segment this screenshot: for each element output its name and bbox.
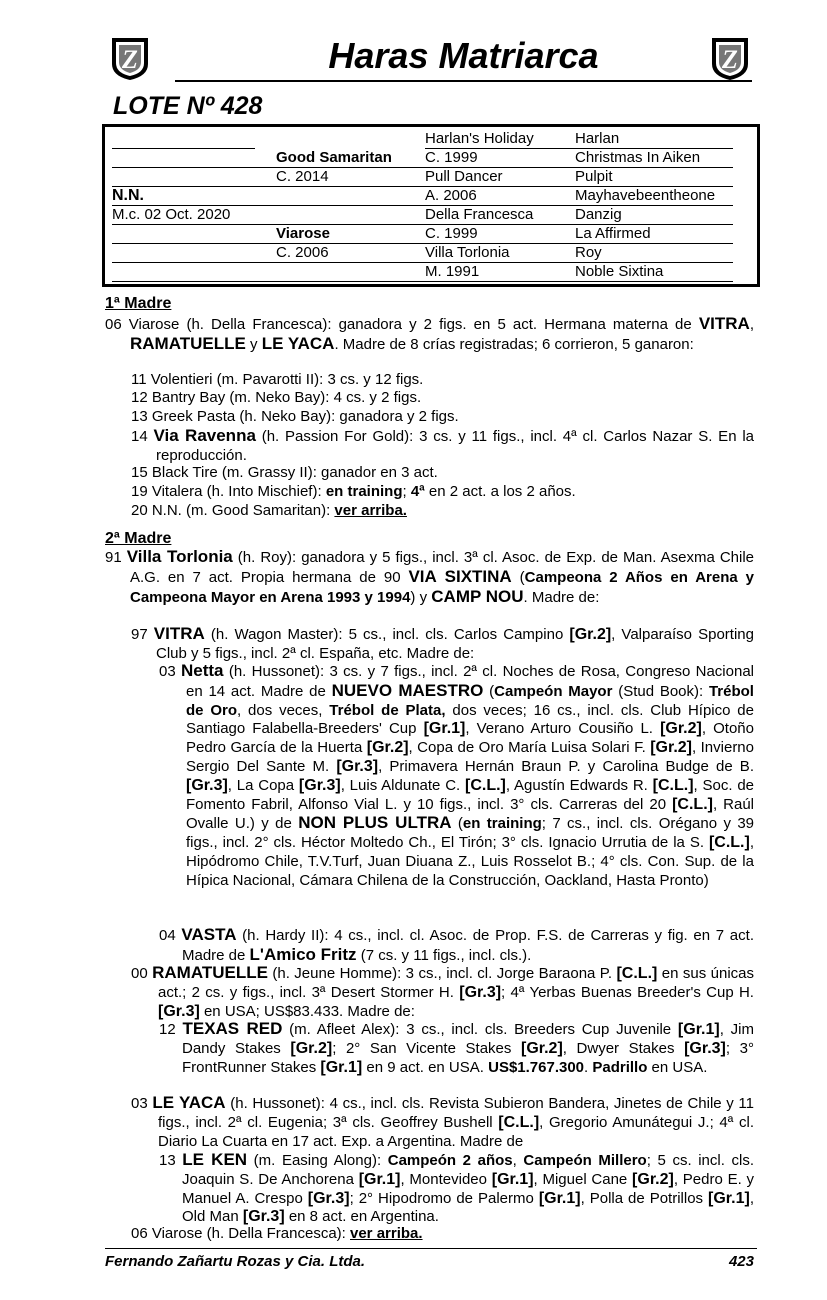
section-heading-second-dam: 2ª Madre (105, 530, 172, 547)
produce-entry: 14 Via Ravenna (h. Passion For Gold): 3 cs. y 11 figs., incl. 4ª cl. Carlos Nazar S. En la reproducción. (131, 426, 755, 464)
footer-company: Fernando Zañartu Rozas y Cia. Ltda. (105, 1253, 366, 1270)
pedigree-cell: Harlan's Holiday (425, 130, 534, 147)
page-title: Haras Matriarca (328, 35, 599, 76)
pedigree-cell: Pulpit (575, 168, 613, 185)
produce-entry: 11 Volentieri (m. Pavarotti II): 3 cs. y 12 figs. (131, 371, 424, 388)
first-dam-entry: 06 Viarose (h. Della Francesca): ganadora y 2 figs. en 5 act. Hermana materna de VITRA, RAMATUELLE y LE YACA. Madre de 8 crías registradas; 6 corrieron, 5 ganaron: (105, 314, 754, 353)
produce-entry: 04 VASTA (h. Hardy II): 4 cs., incl. cl. Asoc. de Prop. F.S. de Carreras y fig. en 7 act. Madre de L'Amico Fritz (7 cs. y 11 figs., incl. cls.). (159, 925, 754, 964)
produce-entry: 12 TEXAS RED (m. Afleet Alex): 3 cs., incl. cls. Breeders Cup Juvenile [Gr.1], Jim Dandy Stakes [Gr.2]; 2° San Vicente Stakes [Gr.2], Dwyer Stakes [Gr.3]; 3° FrontRunner Stakes [Gr.1] en 9 act. en USA. US$1.767.300. Padrillo en USA. (159, 1019, 754, 1076)
produce-entry: 20 N.N. (m. Good Samaritan): ver arriba. (131, 502, 407, 519)
pedigree-cell: Villa Torlonia (425, 244, 510, 261)
pedigree-cell: Pull Dancer (425, 168, 503, 185)
page-number: 423 (728, 1253, 754, 1270)
pedigree-table (102, 124, 760, 287)
pedigree-cell: Christmas In Aiken (575, 149, 701, 166)
produce-entry: 97 VITRA (h. Wagon Master): 5 cs., incl. cls. Carlos Campino [Gr.2], Valparaíso Sporting Club y 5 figs., incl. 2ª cl. España, etc. Madre de: (131, 624, 754, 662)
pedigree-cell: C. 2006 (276, 244, 329, 261)
second-dam-entry: 91 Villa Torlonia (h. Roy): ganadora y 5 figs., incl. 3ª cl. Asoc. de Exp. de Man. Asexma Chile A.G. en 7 act. Propia hermana de 90 VIA SIXTINA (Campeona 2 Años en Arena y Campeona Mayor en Arena 1993 y 1994) y CAMP NOU. Madre de: (105, 547, 755, 606)
pedigree-birth: M.c. 02 Oct. 2020 (112, 206, 231, 223)
produce-entry: 03 Netta (h. Hussonet): 3 cs. y 7 figs., incl. 2ª cl. Noches de Rosa, Congreso Nacional en 14 act. Madre de NUEVO MAESTRO (Campeón Mayor (Stud Book): Trébol de Oro, dos veces, Trébol de Plata, dos veces; 16 cs., incl. cls. Club Hípico de Santiago Falabella-Breeders' Cup [Gr.1], Verano Arturo Cousiño L. [Gr.2], Otoño Pedro García de la Huerta [Gr.2], Copa de Oro María Luisa Solari F. [Gr.2], Invierno Sergio Del Sante M. [Gr.3], Primavera Hernán Braun P. y Carolina Budge de B. [Gr.3], La Copa [Gr.3], Luis Aldunate C. [C.L.], Agustín Edwards R. [C.L.], Soc. de Fomento Fabril, Alfonso Vial L. y 10 figs., incl. 3° cls. Carreras del 20 [C.L.], Raúl Ovalle U.) y de NON PLUS ULTRA (en training; 7 cs., incl. cls. Orégano y 39 figs., incl. 2° cls. Héctor Moltedo Ch., El Tirón; 3° cls. Ignacio Urrutia de la S. [C.L.], Hipódromo Chile, T.V.Turf, Juan Diuana Z., Luis Rosselot B.; 4° cls. Con. Sup. de la Hípica Nacional, Cámara Chilena de la Construcción, Oackland, Hasta Pronto) (159, 661, 755, 889)
pedigree-cell: C. 1999 (425, 225, 478, 242)
pedigree-dam: Viarose (276, 225, 330, 242)
pedigree-cell: C. 2014 (276, 168, 329, 185)
haras-logo-left (106, 34, 154, 82)
produce-entry: 19 Vitalera (h. Into Mischief): en training; 4ª en 2 act. a los 2 años. (131, 483, 576, 500)
lote-number: LOTE Nº 428 (113, 92, 263, 120)
pedigree-cell: La Affirmed (575, 225, 651, 242)
pedigree-cell: M. 1991 (425, 263, 480, 280)
pedigree-cell: Roy (575, 244, 602, 261)
pedigree-cell: Della Francesca (425, 206, 534, 223)
pedigree-cell: A. 2006 (425, 187, 477, 204)
produce-entry: 13 Greek Pasta (h. Neko Bay): ganadora y 2 figs. (131, 408, 459, 425)
produce-entry: 13 LE KEN (m. Easing Along): Campeón 2 años, Campeón Millero; 5 cs. incl. cls. Joaquin S. De Anchorena [Gr.1], Montevideo [Gr.1], Miguel Cane [Gr.2], Pedro E. y Manuel A. Crespo [Gr.3]; 2° Hipodromo de Palermo [Gr.1], Polla de Potrillos [Gr.1], Old Man [Gr.3] en 8 act. en Argentina. (159, 1150, 755, 1226)
pedigree-cell: Mayhavebeentheone (575, 187, 716, 204)
pedigree-cell: Harlan (575, 130, 620, 147)
pedigree-cell: Noble Sixtina (575, 263, 664, 280)
produce-entry: 15 Black Tire (m. Grassy II): ganador en 3 act. (131, 464, 438, 481)
produce-entry: 00 RAMATUELLE (h. Jeune Homme): 3 cs., incl. cl. Jorge Baraona P. [C.L.] en sus únicas act.; 2 cs. y figs., incl. 3ª Desert Stormer H. [Gr.3]; 4ª Yerbas Buenas Breeder's Cup H. [Gr.3] en USA; US$83.433. Madre de: (131, 963, 754, 1020)
produce-entry: 06 Viarose (h. Della Francesca): ver arriba. (131, 1225, 423, 1242)
produce-entry: 12 Bantry Bay (m. Neko Bay): 4 cs. y 2 figs. (131, 389, 422, 406)
pedigree-cell: Danzig (575, 206, 622, 223)
produce-entry: 03 LE YACA (h. Hussonet): 4 cs., incl. cls. Revista Subieron Bandera, Jinetes de Chile y 11 figs., incl. 2ª cl. Eugenia; 3ª cls. Geoffrey Bushell [C.L.], Gregorio Amunátegui J.; 4ª cl. Diario La Cuarta en 17 act. Exp. a Argentina. Madre de (131, 1093, 754, 1150)
pedigree-cell: C. 1999 (425, 149, 478, 166)
footer-divider (105, 1248, 757, 1249)
svg-text:Z: Z (722, 45, 738, 74)
title-divider (175, 80, 752, 82)
section-heading-first-dam: 1ª Madre (105, 295, 172, 312)
pedigree-subject: N.N. (112, 187, 144, 204)
svg-text:Z: Z (122, 45, 138, 74)
pedigree-sire: Good Samaritan (276, 149, 392, 166)
